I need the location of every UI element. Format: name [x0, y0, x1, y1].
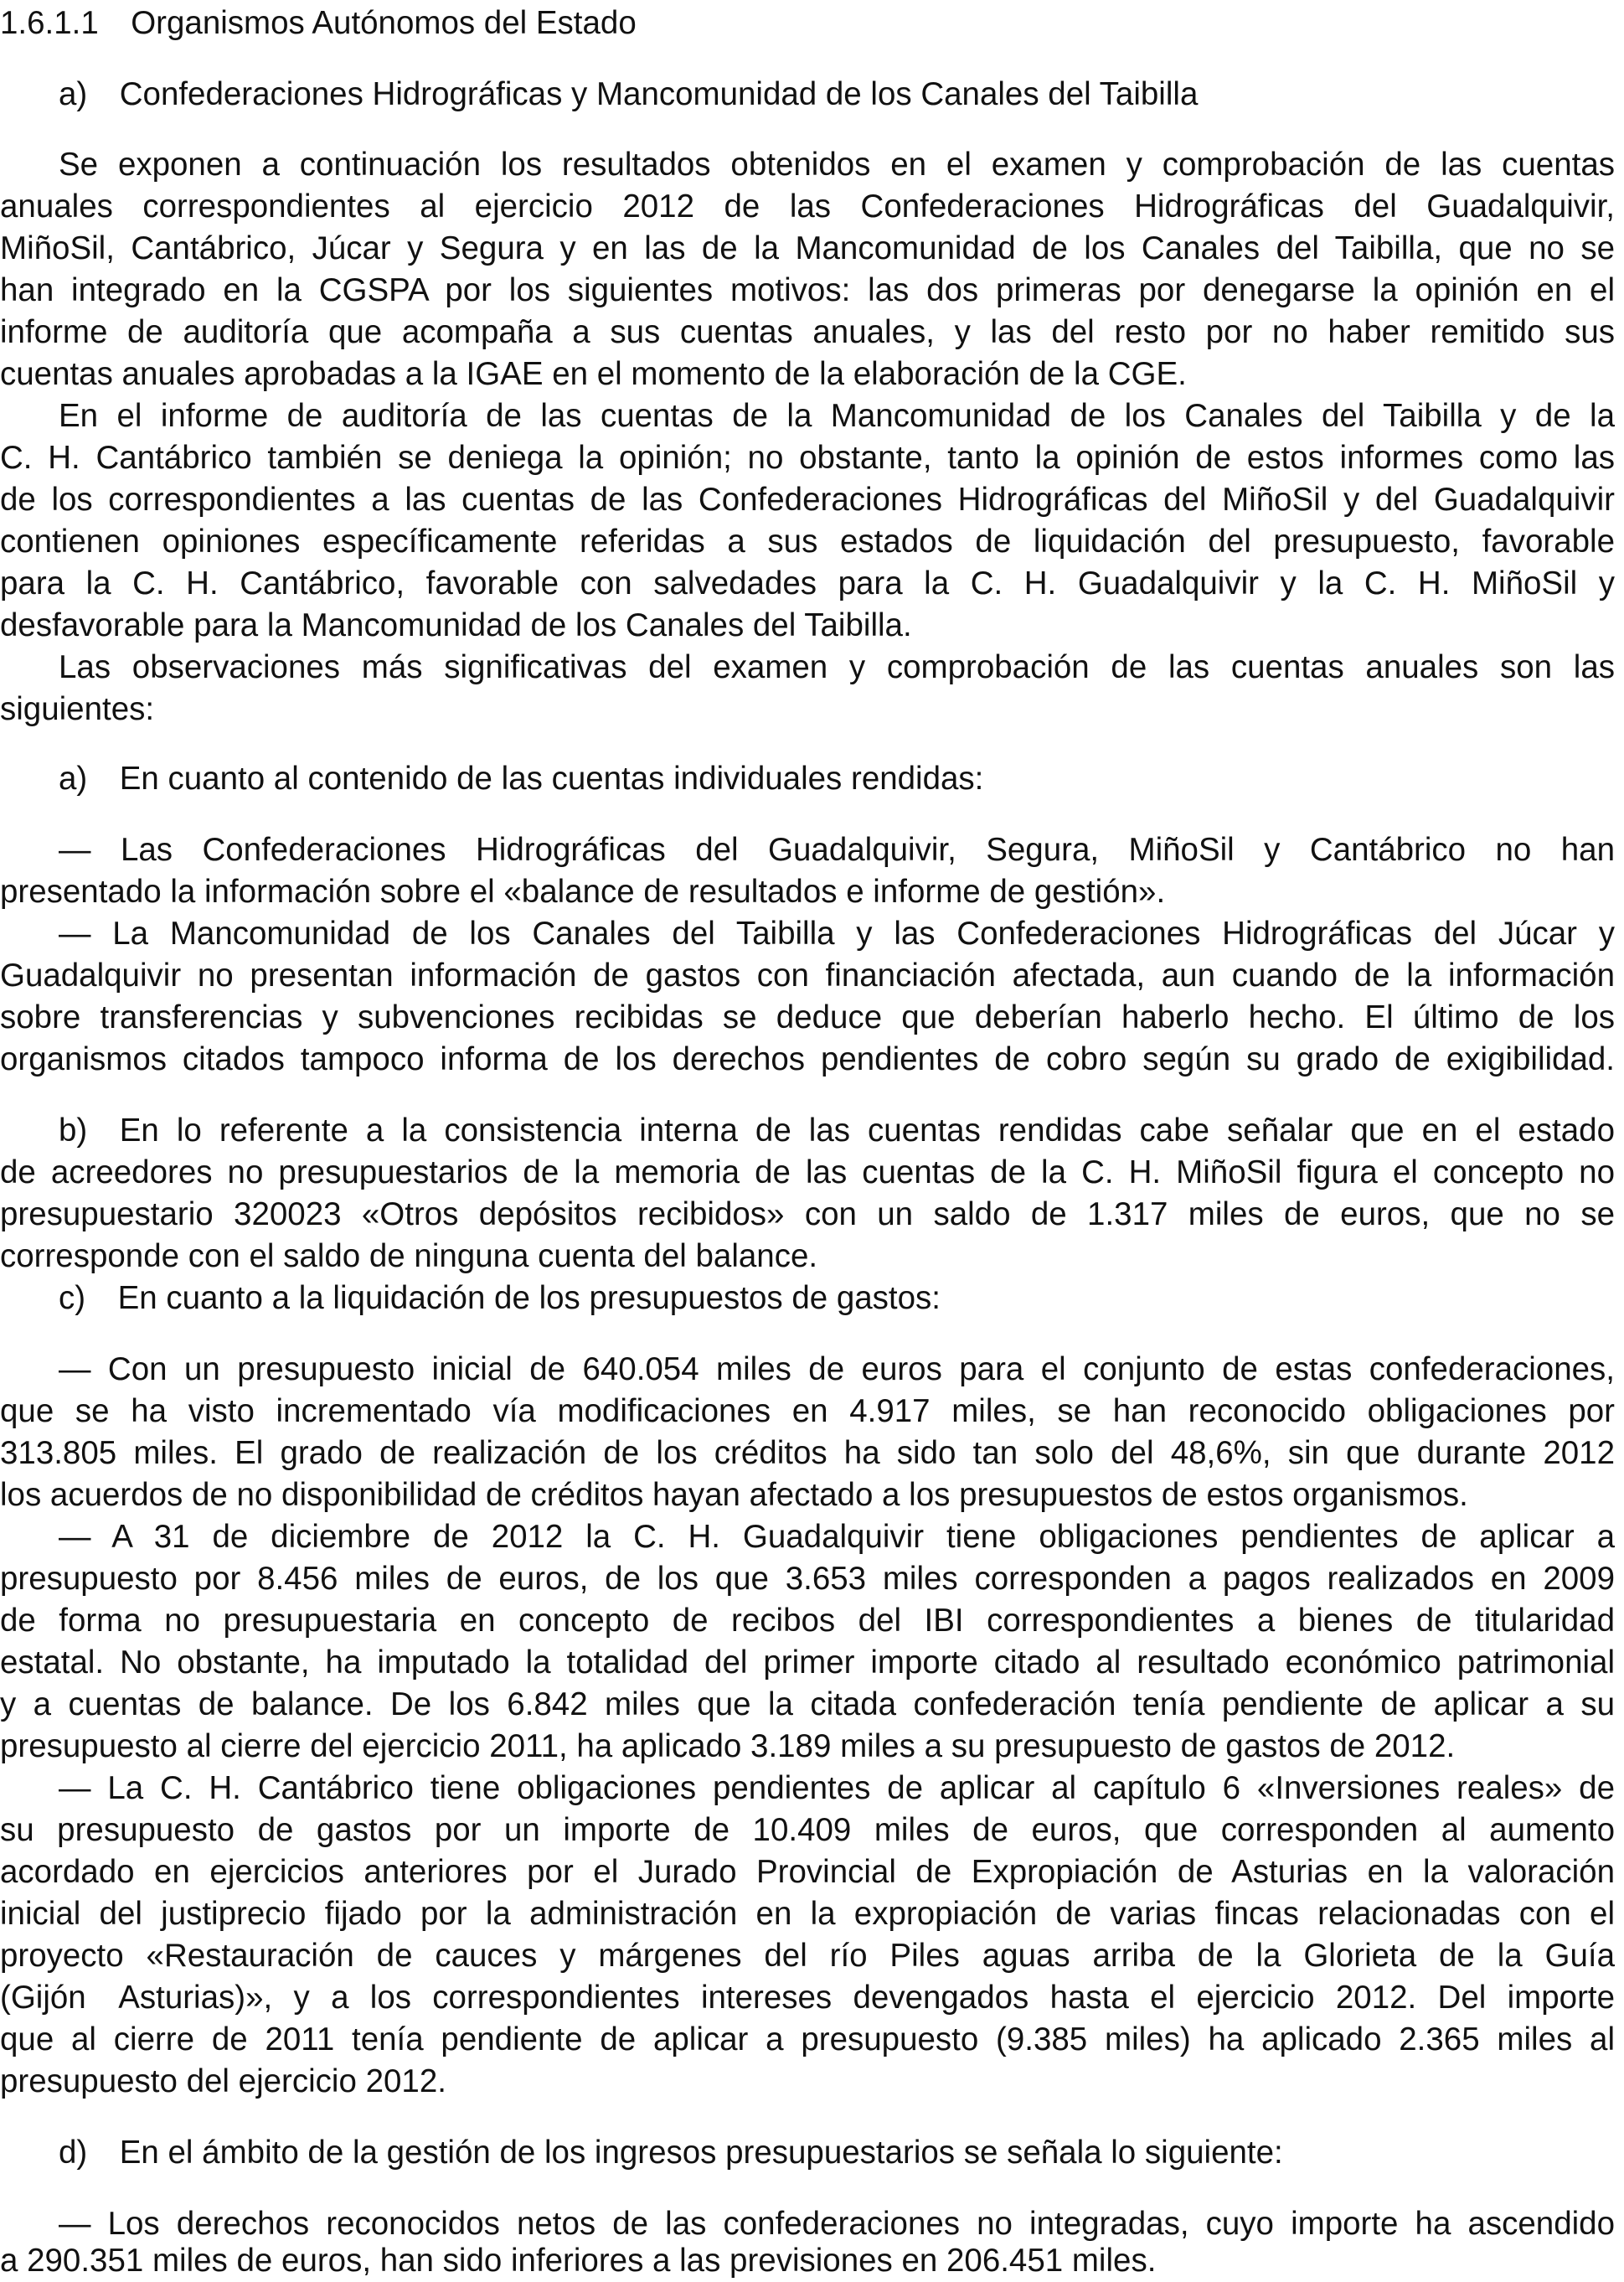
paragraph-line: Se exponen a continuación los resultados obtenidos en el examen y comprobación de las cuentas — [59, 147, 1615, 183]
paragraph-line: para la C. H. Cantábrico, favorable con salvedades para la C. H. Guadalquivir y la C. H. MiñoSil y — [0, 565, 1615, 601]
paragraph-line: organismos citados tampoco informa de los derechos pendientes de cobro según su grado de exigibilidad. — [0, 1041, 1615, 1077]
paragraph-line: a 290.351 miles de euros, han sido inferiores a las previsiones en 206.451 miles. — [0, 2243, 1157, 2279]
paragraph-line: — A 31 de diciembre de 2012 la C. H. Guadalquivir tiene obligaciones pendientes de aplicar a — [59, 1519, 1615, 1555]
list-heading-c: c) En cuanto a la liquidación de los presupuestos de gastos: — [59, 1280, 941, 1316]
paragraph-line: los acuerdos de no disponibilidad de créditos hayan afectado a los presupuestos de estos organismos. — [0, 1477, 1468, 1513]
paragraph-line: y a cuentas de balance. De los 6.842 miles que la citada confederación tenía pendiente de aplicar a su — [0, 1686, 1615, 1722]
paragraph-line: — Las Confederaciones Hidrográficas del Guadalquivir, Segura, MiñoSil y Cantábrico no han — [59, 832, 1615, 868]
paragraph-line: anuales correspondientes al ejercicio 2012 de las Confederaciones Hidrográficas del Guadalquivir, — [0, 188, 1615, 225]
paragraph-line: de acreedores no presupuestarios de la memoria de las cuentas de la C. H. MiñoSil figura el concepto no — [0, 1154, 1615, 1190]
paragraph-line: C. H. Cantábrico también se deniega la opinión; no obstante, tanto la opinión de estos informes como las — [0, 440, 1615, 476]
paragraph-line: Las observaciones más significativas del examen y comprobación de las cuentas anuales son las — [59, 649, 1615, 685]
section-heading: 1.6.1.1 Organismos Autónomos del Estado — [0, 5, 637, 41]
paragraph-line: — Los derechos reconocidos netos de las confederaciones no integradas, cuyo importe ha ascendido — [59, 2206, 1615, 2242]
paragraph-line: MiñoSil, Cantábrico, Júcar y Segura y en las de la Mancomunidad de los Canales del Taibilla, que no se — [0, 230, 1615, 266]
paragraph-line: — Con un presupuesto inicial de 640.054 miles de euros para el conjunto de estas confederaciones, — [59, 1351, 1615, 1387]
paragraph-line: corresponde con el saldo de ninguna cuenta del balance. — [0, 1238, 818, 1274]
paragraph-line: de los correspondientes a las cuentas de las Confederaciones Hidrográficas del MiñoSil y del Guadalquivir — [0, 482, 1615, 518]
list-heading-a: a) En cuanto al contenido de las cuentas individuales rendidas: — [59, 761, 984, 797]
paragraph-line: cuentas anuales aprobadas a la IGAE en el momento de la elaboración de la CGE. — [0, 356, 1187, 392]
paragraph-line: desfavorable para la Mancomunidad de los Canales del Taibilla. — [0, 607, 912, 643]
subsection-title: a) Confederaciones Hidrográficas y Mancomunidad de los Canales del Taibilla — [59, 76, 1199, 112]
paragraph-line: presupuesto por 8.456 miles de euros, de los que 3.653 miles corresponden a pagos realizados en 2009 — [0, 1561, 1615, 1597]
list-heading-d: d) En el ámbito de la gestión de los ingresos presupuestarios se señala lo siguiente: — [59, 2135, 1283, 2171]
paragraph-line: presupuesto del ejercicio 2012. — [0, 2063, 446, 2099]
paragraph-line: han integrado en la CGSPA por los siguientes motivos: las dos primeras por denegarse la opinión en el — [0, 272, 1615, 308]
paragraph-line: Guadalquivir no presentan información de gastos con financiación afectada, aun cuando de la información — [0, 958, 1615, 994]
paragraph-line: siguientes: — [0, 691, 155, 727]
paragraph-line: 313.805 miles. El grado de realización de los créditos ha sido tan solo del 48,6%, sin que durante 2012 — [0, 1435, 1615, 1471]
paragraph-line: estatal. No obstante, ha imputado la totalidad del primer importe citado al resultado económico patrimonial — [0, 1644, 1615, 1681]
paragraph-line: informe de auditoría que acompaña a sus cuentas anuales, y las del resto por no haber remitido sus — [0, 314, 1615, 350]
paragraph-line: que al cierre de 2011 tenía pendiente de aplicar a presupuesto (9.385 miles) ha aplicado 2.365 miles al — [0, 2021, 1615, 2057]
paragraph-line: presupuesto al cierre del ejercicio 2011, ha aplicado 3.189 miles a su presupuesto de gastos de 2012. — [0, 1728, 1456, 1764]
paragraph-line: presentado la información sobre el «balance de resultados e informe de gestión». — [0, 874, 1166, 910]
paragraph-line: que se ha visto incrementado vía modificaciones en 4.917 miles, se han reconocido obligaciones por — [0, 1393, 1615, 1429]
paragraph-line: proyecto «Restauración de cauces y márgenes del río Piles aguas arriba de la Glorieta de la Guía — [0, 1938, 1615, 1974]
paragraph-line: de forma no presupuestaria en concepto de recibos del IBI correspondientes a bienes de titularidad — [0, 1603, 1615, 1639]
paragraph-line: — La Mancomunidad de los Canales del Taibilla y las Confederaciones Hidrográficas del Júcar y — [59, 916, 1615, 952]
paragraph-line: su presupuesto de gastos por un importe de 10.409 miles de euros, que corresponden al aumento — [0, 1812, 1615, 1848]
paragraph-line: acordado en ejercicios anteriores por el Jurado Provincial de Expropiación de Asturias en la valoración — [0, 1854, 1615, 1890]
paragraph-line: inicial del justiprecio fijado por la administración en la expropiación de varias fincas relacionadas con el — [0, 1896, 1615, 1932]
paragraph-line: En el informe de auditoría de las cuentas de la Mancomunidad de los Canales del Taibilla y de la — [59, 398, 1615, 434]
paragraph-line: presupuestario 320023 «Otros depósitos recibidos» con un saldo de 1.317 miles de euros, que no se — [0, 1196, 1615, 1232]
paragraph-line: — La C. H. Cantábrico tiene obligaciones pendientes de aplicar al capítulo 6 «Inversiones reales» de — [59, 1770, 1615, 1806]
paragraph-line: contienen opiniones específicamente referidas a sus estados de liquidación del presupuesto, favorable — [0, 524, 1615, 560]
paragraph-line: (Gijón Asturias)», y a los correspondientes intereses devengados hasta el ejercicio 2012. Del importe — [0, 1980, 1615, 2016]
paragraph-line: sobre transferencias y subvenciones recibidas se deduce que deberían haberlo hecho. El último de los — [0, 999, 1615, 1035]
list-heading-b: b) En lo referente a la consistencia interna de las cuentas rendidas cabe señalar que en el estado — [59, 1113, 1615, 1149]
